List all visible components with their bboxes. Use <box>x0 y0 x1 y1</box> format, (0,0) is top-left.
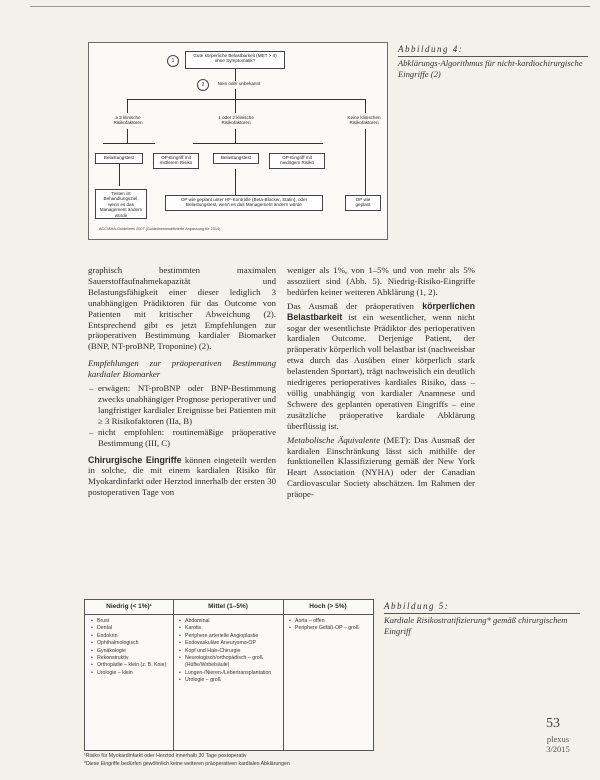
table-header-low: Niedrig (< 1%)¹ <box>85 600 173 615</box>
figure-5-label: Abbildung 5: <box>384 601 450 611</box>
connector <box>235 99 236 113</box>
figure-5-footnotes <box>84 752 384 768</box>
connector <box>127 99 128 113</box>
algo-right-node: Keine klinischen Risikofaktoren <box>347 115 381 126</box>
page-number: 53 <box>546 716 560 731</box>
list-item: • Endokrin <box>91 633 171 640</box>
table-divider <box>173 600 174 750</box>
connector <box>193 143 323 144</box>
connector <box>119 164 120 186</box>
branch-label-no: Nein oder unbekannt <box>217 81 261 86</box>
algo-left-node: ≥ 3 klinische Risikofaktoren <box>113 115 143 126</box>
list-item: • Periphere Gefäß-OP – groß <box>289 625 369 632</box>
algo-bottom-left: Testen ist Behandlungsziel, wenn es das Management ändern würde <box>95 189 147 219</box>
text-column-1 <box>88 265 276 501</box>
list-item: • Lungen-/Nieren-/Lebertransplantation <box>179 670 279 677</box>
list-item: • Rekonstruktiv <box>91 655 171 662</box>
algo-row2-b: OP-Eingriff mit mittlerem Risiko <box>153 153 199 169</box>
table-header-mid: Mittel (1–5%) <box>173 600 283 615</box>
list-item: • Kopf und Hals-Chirurgie <box>179 648 279 655</box>
connector <box>235 89 236 99</box>
figure-4-caption <box>398 44 590 80</box>
figure-4-caption-text: Abklärungs-Algorithmus für nicht-kardiochirurgische Eingriffe (2) <box>398 56 588 80</box>
connector <box>235 69 236 81</box>
text-column-2 <box>287 265 475 503</box>
table-footnote-1: ¹Risiko für Myokardinfarkt oder Herztod innerhalb 30 Tage postoperativ <box>84 753 247 759</box>
algo-row2-c: Belastungstest <box>213 153 259 164</box>
connector <box>103 143 155 144</box>
col1-heading-biomarker: Empfehlungen zur präoperativen Bestimmung kardialer Biomarker <box>88 358 276 380</box>
table-footnote-2: *Diese Eingriffe bedürfen gewöhnlich keine weiteren präoperativen kardialen Abklärungen <box>84 761 290 767</box>
list-item: • Dental <box>91 625 171 632</box>
figure-4-footnote: ACC/AHA-Guidelines 2007 (Guidelinesmodifizierte Anpassung für 2014) <box>99 227 221 231</box>
connector <box>127 99 365 100</box>
list-item: • Karotis <box>179 625 279 632</box>
table-col-low <box>91 618 171 677</box>
col2-paragraph-2: Das Ausmaß der präoperativen körperlichen Belastbarkeit ist ein wesentlicher, wenn nicht sogar der wesentlichste Prädiktor des perioperativen kardialen Outcome. Derjenige Patient, der präoperativ körperlich voll belastbar ist (nachweisbar etwa durch das Ausüben einer körperlich stark belastenden Sportart), trägt nachweislich ein deutlich niedrigeres perioperatives kardiales Risiko, dass – völlig unabhängig von kardialer Anamnese und Schwere des geplanten operativen Eingriffs – eine zusätzliche präoperative kardiale Abklärung überflüssig ist. <box>287 300 475 431</box>
term-surgery: Chirurgische Eingriffe <box>88 454 182 465</box>
connector <box>365 99 366 113</box>
algo-top-node: Gute körperliche Belastbarkeit (MET > 4) ohne Symptomatik? <box>185 51 285 69</box>
col2-paragraph-1: weniger als 1%, von 1–5% und von mehr als 5% assoziiert sind (Abb. 5). Niedrig-Risiko-Eingriffe bedürfen keiner weiteren Abklärung (1, 2). <box>287 265 475 297</box>
term-met: Metabolische Äquivalente <box>287 434 380 445</box>
table-col-high <box>289 618 369 633</box>
list-item: • Urologie – groß <box>179 677 279 684</box>
figure-4-label: Abbildung 4: <box>398 44 464 54</box>
table-header-high: Hoch (> 5%) <box>283 600 373 615</box>
figure-5-caption <box>384 601 584 637</box>
recommendation-list <box>88 383 276 448</box>
list-item: • Endovaskuläre Aneurysma-OP <box>179 640 279 647</box>
connector <box>235 129 236 143</box>
algo-mid-node: 1 oder 2 klinische Risikofaktoren <box>218 115 254 126</box>
journal-name: plexus <box>546 734 570 744</box>
header-rule <box>30 6 590 7</box>
figure-5-caption-text: Kardiale Risikostratifizierung* gemäß chirurgischem Eingriff <box>384 613 580 637</box>
algo-bottom-right: OP wie geplant <box>345 195 381 211</box>
table-divider <box>283 600 284 750</box>
step-marker-2: 2 <box>197 79 209 91</box>
term-fitness: körperlichen Belastbarkeit <box>287 300 475 322</box>
list-item: • Urologie – klein <box>91 670 171 677</box>
figure-4-algorithm <box>88 42 388 240</box>
connector <box>127 129 128 143</box>
algo-row2-a: Belastungstest <box>95 153 143 164</box>
algo-bottom-mid: OP wie geplant unter HF-Kontrolle (Beta-Blocker, Statin), oder Belastungstest, wenn es das Management ändern würde <box>165 195 323 211</box>
list-item: • Neurologisch/orthopädisch – groß (Hüfte/Wirbelsäule) <box>179 655 279 670</box>
figure-5-risk-table <box>84 599 374 751</box>
list-item: • Ophthalmologisch <box>91 640 171 647</box>
list-item: • Brust <box>91 618 171 625</box>
journal-info <box>536 734 580 754</box>
list-item: – erwägen: NT-proBNP oder BNP-Bestimmung zwecks unabhängiger Prognose perioperativer und langfristiger kardialer Ereignisse bei Patienten mit ≥ 3 Risikofaktoren (IIa, B) <box>98 383 276 427</box>
list-item: – nicht empfohlen: routinemäßige präoperative Bestimmung (III, C) <box>98 427 276 449</box>
list-item: • Periphere arterielle Angioplastie <box>179 633 279 640</box>
step-marker-1: 1 <box>167 55 179 67</box>
col1-paragraph-2: Chirurgische Eingriffe können eingeteilt werden in solche, die mit einem kardialen Risiko für Myokardinfarkt oder Herztod innerhalb der ersten 30 postoperativen Tage von <box>88 454 276 498</box>
col2-paragraph-3: Metabolische Äquivalente (MET): Das Ausmaß der kardialen Einschränkung lässt sich mithilfe der funktionellen Klassifizierung gemäß der New York Heart Association (NYHA) oder der Canadian Cardiovascular Society abschätzen. Im Rahmen der präope- <box>287 434 475 500</box>
col1-paragraph-1: graphisch bestimmten maximalen Sauerstoffaufnahmekapazität und Belastungsfähigkeit einer dieser lediglich 3 unabhängigen Prädiktoren für das Outcome von Patienten mit kritischer Abweichung (2). Entsprechend gibt es jetzt Empfehlungen zur präoperativen Bestimmung kardialer Biomarker (BNP, NT-proBNP, Troponine) (2). <box>88 265 276 352</box>
table-col-mid <box>179 618 279 685</box>
list-item: • Gynäkologie <box>91 648 171 655</box>
list-item: • Aorta – offen <box>289 618 369 625</box>
list-item: • Orthopädie – klein (z. B. Knie) <box>91 662 171 669</box>
algo-row2-d: OP-Eingriff mit niedrigem Risiko <box>269 153 325 169</box>
list-item: • Abdominal <box>179 618 279 625</box>
journal-issue: 3/2015 <box>546 744 570 754</box>
